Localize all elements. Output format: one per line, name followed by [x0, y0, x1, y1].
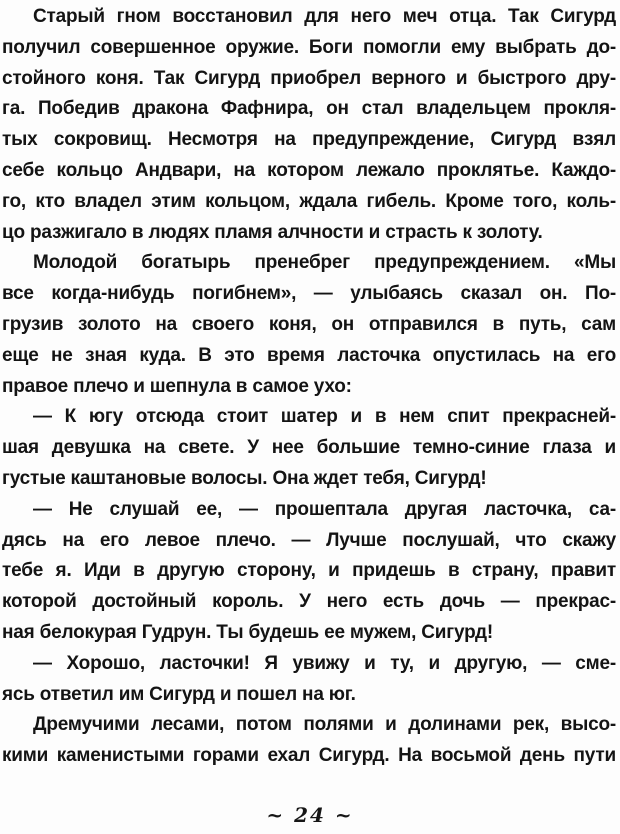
- text-line: — Не слушай ее, — прошептала другая ласточка, са-: [33, 498, 616, 520]
- text-line: дясь на его левое плечо. — Лучше послушай, что скажу: [2, 529, 616, 551]
- text-line: го, кто владел этим кольцом, ждала гибель. Кроме того, коль-: [2, 190, 616, 212]
- text-line: кими каменистыми горами ехал Сигурд. На восьмой день пути: [2, 745, 616, 767]
- text-line: стойного коня. Так Сигурд приобрел верного и быстрого дру-: [2, 67, 616, 89]
- text-line: еще не зная куда. В это время ласточка опустилась на его: [2, 344, 616, 366]
- text-line: грузив золото на своего коня, он отправился в путь, сам: [2, 313, 616, 335]
- text-line: Дремучими лесами, потом полями и долинами рек, высо-: [33, 714, 616, 736]
- text-line: цо разжигало в людях пламя алчности и страсть к золоту.: [2, 221, 543, 243]
- text-line: га. Победив дракона Фафнира, он стал владельцем прокля-: [2, 98, 616, 120]
- text-line: тых сокровищ. Несмотря на предупреждение, Сигурд взял: [2, 129, 616, 151]
- text-line: — К югу отсюда стоит шатер и в нем спит прекрасней-: [33, 406, 616, 428]
- text-line: правое плечо и шепнула в самое ухо:: [2, 375, 352, 397]
- page-number: ~ 24 ~: [266, 803, 354, 827]
- text-line: ная белокурая Гудрун. Ты будешь ее мужем, Сигурд!: [2, 621, 494, 643]
- text-line: — Хорошо, ласточки! Я увижу и ту, и другую, — сме-: [33, 652, 616, 674]
- text-line: себе кольцо Андвари, на котором лежало проклятье. Каждо-: [2, 159, 616, 181]
- text-line: тебе я. Иди в другую сторону, и придешь в страну, правит: [2, 560, 616, 582]
- text-line: Молодой богатырь пренебрег предупреждением. «Мы: [33, 252, 616, 274]
- text-line: густые каштановые волосы. Она ждет тебя, Сигурд!: [2, 467, 487, 489]
- text-line: Старый гном восстановил для него меч отца. Так Сигурд: [33, 6, 616, 27]
- text-line: шая девушка на свете. У нее большие темно-синие глаза и: [2, 437, 616, 459]
- text-line: получил совершенное оружие. Боги помогли ему выбрать до-: [2, 36, 616, 58]
- text-line: которой достойный король. У него есть дочь — прекрас-: [2, 591, 616, 613]
- text-line: все когда-нибудь погибнем», — улыбаясь сказал он. По-: [2, 283, 616, 305]
- text-line: ясь ответил им Сигурд и пошел на юг.: [2, 683, 356, 705]
